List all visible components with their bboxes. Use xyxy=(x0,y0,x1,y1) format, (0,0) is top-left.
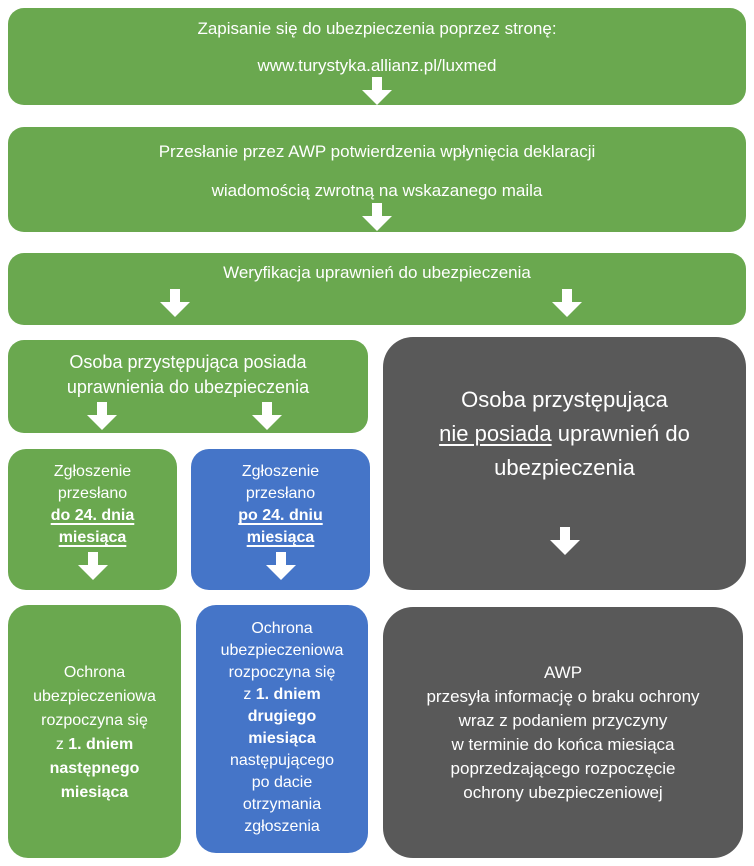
coverage-second-line10: zgłoszenia xyxy=(244,818,320,835)
signup-box xyxy=(8,8,746,105)
signup-line1: Zapisanie się do ubezpieczenia poprzez stronę: xyxy=(197,19,557,38)
down-arrow-icon xyxy=(550,527,580,555)
coverage-next-line2: ubezpieczeniowa xyxy=(33,688,156,705)
awp-line3: wraz z podaniem przyczyny xyxy=(458,711,668,730)
coverage-next-month-box xyxy=(8,605,181,858)
coverage-second-line4: z 1. dniem xyxy=(243,686,321,703)
coverage-second-line1: Ochrona xyxy=(251,620,313,637)
awp-line6: ochrony ubezpieczeniowej xyxy=(463,783,663,802)
no-rights-line3: ubezpieczenia xyxy=(494,455,635,480)
awp-line5: poprzedzającego rozpoczęcie xyxy=(450,759,676,778)
confirmation-line1: Przesłanie przez AWP potwierdzenia wpłynięcia deklaracji xyxy=(158,142,596,161)
awp-notice-box xyxy=(383,607,743,858)
sent-after-24-box xyxy=(191,449,370,590)
sent-before-line2: przesłano xyxy=(57,485,128,502)
sent-after-line1: Zgłoszenie xyxy=(241,463,320,480)
sent-after-deadline-line2: miesiąca xyxy=(246,529,315,546)
signup-url: www.turystyka.allianz.pl/luxmed xyxy=(257,56,497,75)
coverage-second-line2: ubezpieczeniowa xyxy=(220,642,344,659)
no-rights-underlined-text: nie posiada xyxy=(439,421,552,446)
down-arrow-icon xyxy=(552,289,582,317)
coverage-second-month-box xyxy=(196,605,368,853)
down-arrow-icon xyxy=(87,402,117,430)
coverage-next-line5: następnego xyxy=(49,760,140,777)
sent-before-deadline-line1: do 24. dnia xyxy=(50,507,135,524)
coverage-next-line6: miesiąca xyxy=(60,784,129,801)
coverage-next-line3: rozpoczyna się xyxy=(41,712,148,729)
awp-line2: przesyła informację o braku ochrony xyxy=(426,687,700,706)
no-rights-box xyxy=(383,337,746,590)
coverage-second-line3: rozpoczyna się xyxy=(228,664,336,681)
sent-after-deadline-line1: po 24. dniu xyxy=(238,507,323,524)
verification-line1: Weryfikacja uprawnień do ubezpieczenia xyxy=(223,263,531,282)
coverage-second-line5: drugiego xyxy=(247,708,317,725)
sent-before-deadline-line2: miesiąca xyxy=(58,529,127,546)
coverage-second-line7: następującego xyxy=(229,752,335,769)
coverage-second-line9: otrzymania xyxy=(242,796,322,813)
verification-box xyxy=(8,253,746,325)
has-rights-box xyxy=(8,340,368,433)
coverage-next-line1: Ochrona xyxy=(63,664,126,681)
no-rights-line1: Osoba przystępująca xyxy=(461,387,668,412)
down-arrow-icon xyxy=(78,552,108,580)
sent-after-line2: przesłano xyxy=(245,485,316,502)
down-arrow-icon xyxy=(252,402,282,430)
sent-before-line1: Zgłoszenie xyxy=(53,463,132,480)
has-rights-line1: Osoba przystępująca posiada xyxy=(69,352,307,372)
confirmation-box xyxy=(8,127,746,232)
down-arrow-icon xyxy=(160,289,190,317)
awp-line4: w terminie do końca miesiąca xyxy=(451,735,675,754)
sent-before-24-box xyxy=(8,449,177,590)
coverage-second-line8: po dacie xyxy=(251,774,313,791)
coverage-second-line6: miesiąca xyxy=(248,730,316,747)
down-arrow-icon xyxy=(362,203,392,231)
down-arrow-icon xyxy=(362,77,392,105)
down-arrow-icon xyxy=(266,552,296,580)
coverage-next-line4: z 1. dniem xyxy=(55,736,134,753)
awp-line1: AWP xyxy=(543,663,583,682)
confirmation-line2: wiadomością zwrotną na wskazanego maila xyxy=(211,181,543,200)
no-rights-line2: nie posiada uprawnień do xyxy=(439,421,690,446)
has-rights-line2: uprawnienia do ubezpieczenia xyxy=(66,377,310,397)
